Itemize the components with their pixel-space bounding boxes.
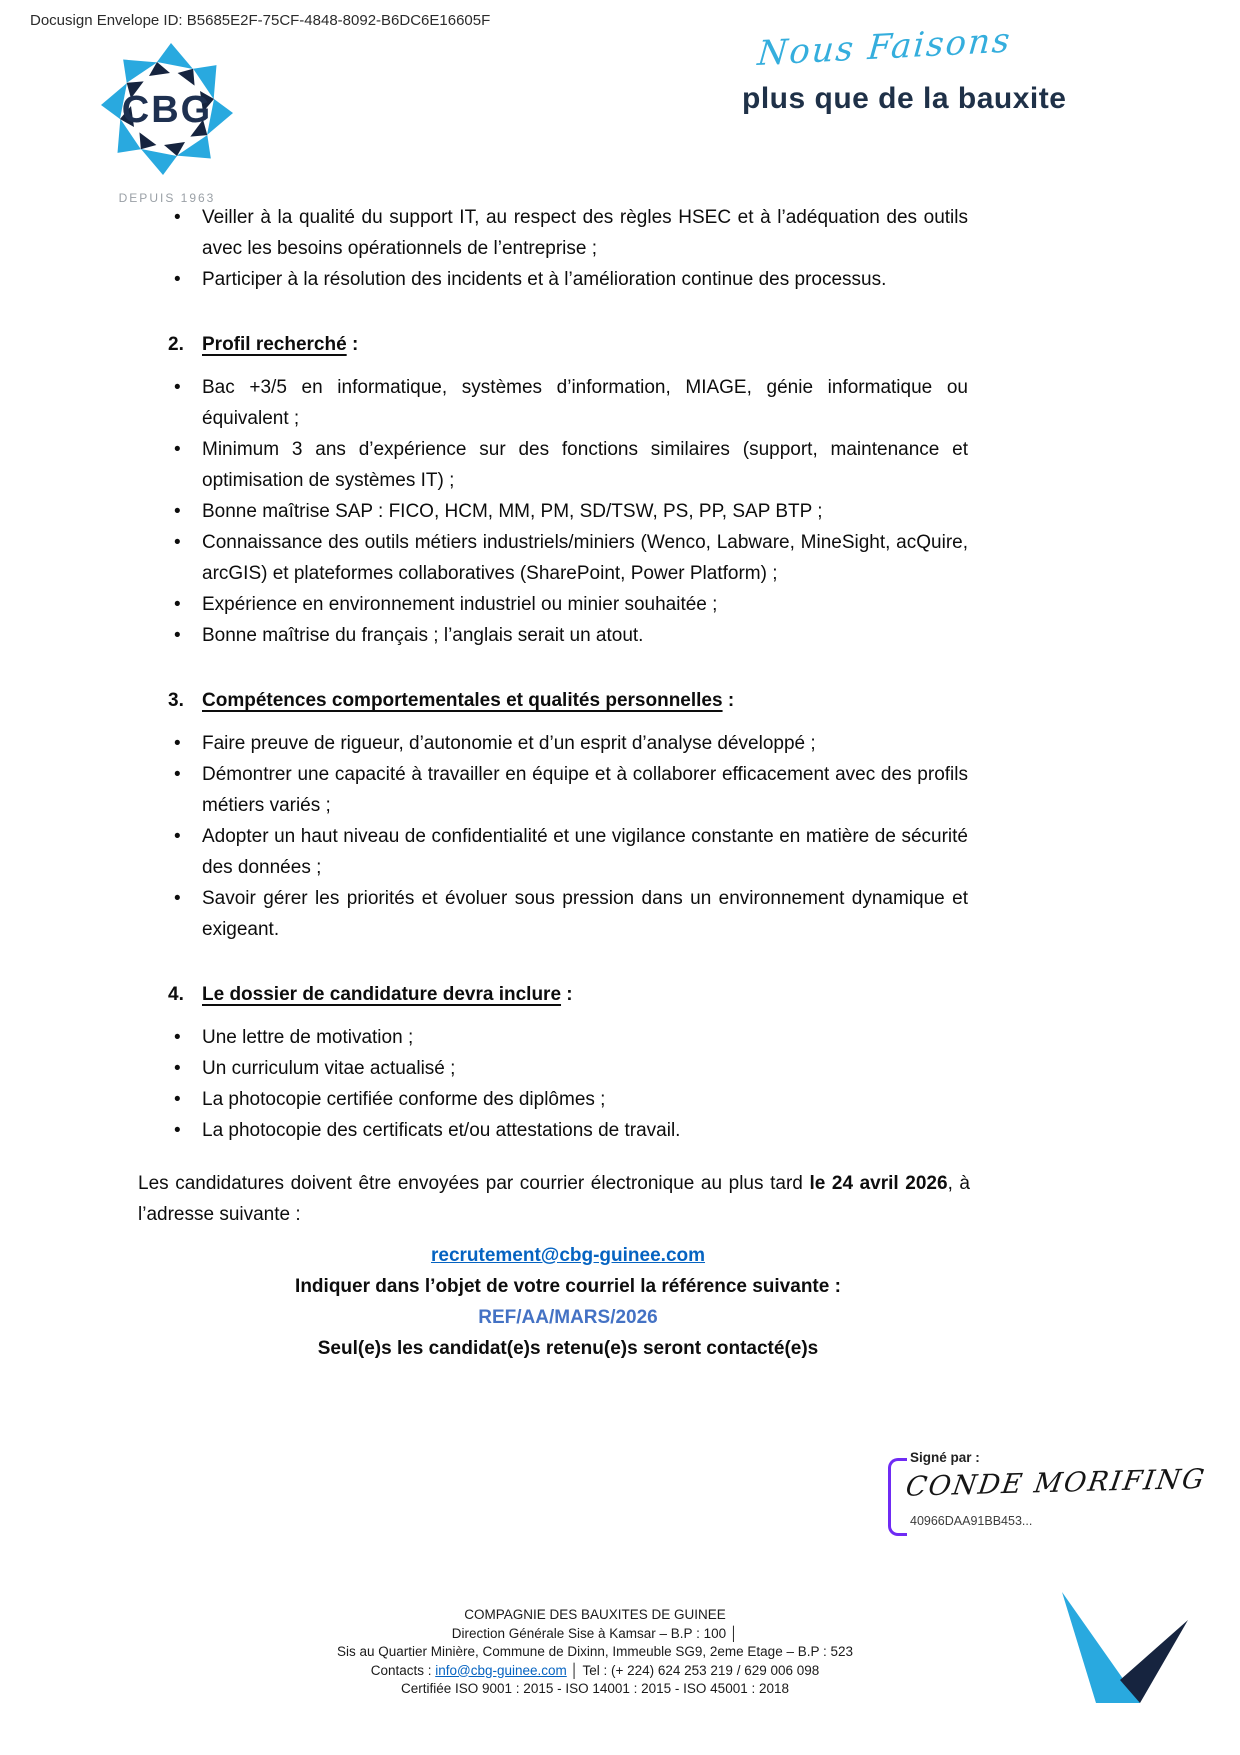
list-item: • Minimum 3 ans d’expérience sur des fonctions similaires (support, maintenance et optimisation de systèmes IT) ; xyxy=(168,434,968,496)
cbg-corner-mark-icon xyxy=(1058,1590,1193,1710)
footer-contacts-prefix: Contacts : xyxy=(370,1662,436,1678)
list-item: • Bac +3/5 en informatique, systèmes d’information, MIAGE, génie informatique ou équivalent ; xyxy=(168,372,968,434)
signature-id: 40966DAA91BB453... xyxy=(910,1514,1033,1528)
list-item: • Faire preuve de rigueur, d’autonomie et d’un esprit d’analyse développé ; xyxy=(168,728,968,759)
footer-contacts-line xyxy=(130,1662,1060,1681)
logo-since-label: DEPUIS 1963 xyxy=(118,191,216,205)
reference-instruction: Indiquer dans l’objet de votre courriel la référence suivante : xyxy=(295,1276,841,1297)
tagline-main-text: plus que de la bauxite xyxy=(742,82,1067,115)
info-email-link[interactable]: info@cbg-guinee.com xyxy=(435,1662,567,1678)
tagline-script-text: Nous Faisons xyxy=(756,20,1014,74)
docusign-envelope-id: Docusign Envelope ID: B5685E2F-75CF-4848-8092-B6DC6E16605F xyxy=(30,12,491,29)
list-item: • Un curriculum vitae actualisé ; xyxy=(168,1053,968,1084)
dossier-bullet-list xyxy=(168,1022,968,1146)
section-heading-competences xyxy=(168,685,968,716)
competences-bullet-list xyxy=(168,728,968,945)
list-item: • Expérience en environnement industriel ou minier souhaitée ; xyxy=(168,589,968,620)
section-title: Compétences comportementales et qualités personnelles xyxy=(202,690,723,711)
list-item: • Adopter un haut niveau de confidentialité et une vigilance constante en matière de sécurité des données ; xyxy=(168,821,968,883)
list-item: • Participer à la résolution des incidents et à l’amélioration continue des processus. xyxy=(168,264,968,295)
list-item: • Bonne maîtrise du français ; l’anglais serait un atout. xyxy=(168,620,968,651)
list-item: • Veiller à la qualité du support IT, au respect des règles HSEC et à l’adéquation des outils avec les besoins opérationnels de l’entreprise ; xyxy=(168,202,968,264)
list-item: • La photocopie certifiée conforme des diplômes ; xyxy=(168,1084,968,1115)
signed-by-label: Signé par : xyxy=(910,1450,980,1465)
section-colon: : xyxy=(346,334,359,355)
cbg-logo xyxy=(92,34,242,205)
footer-contacts-suffix: │ Tel : (+ 224) 624 253 219 / 629 006 098 xyxy=(566,1662,820,1678)
footer-address-line: Direction Générale Sise à Kamsar – B.P : 100 │ xyxy=(451,1625,739,1641)
list-item: • La photocopie des certificats et/ou attestations de travail. xyxy=(168,1115,968,1146)
section-number: 2. xyxy=(168,334,184,355)
closing-text: , à l’adresse suivante : xyxy=(138,1173,971,1225)
document-footer xyxy=(130,1606,1060,1699)
document-body xyxy=(138,202,971,1364)
closing-text: Les candidatures doivent être envoyées par courrier électronique au plus tard xyxy=(138,1173,810,1194)
section-heading-dossier xyxy=(168,979,968,1010)
profil-bullet-list xyxy=(168,372,968,651)
list-item: • Connaissance des outils métiers industriels/miniers (Wenco, Labware, MineSight, acQuire, arcGIS) et plateformes collaboratives (SharePoint, Power Platform) ; xyxy=(168,527,968,589)
signature-name: CONDE MORIFING xyxy=(903,1463,1209,1503)
section-colon: : xyxy=(561,984,573,1005)
footer-company-name: COMPAGNIE DES BAUXITES DE GUINEE xyxy=(464,1607,726,1622)
list-item: • Savoir gérer les priorités et évoluer sous pression dans un environnement dynamique et exigeant. xyxy=(168,883,968,945)
section-number: 3. xyxy=(168,690,184,711)
intro-bullet-list xyxy=(168,202,968,295)
section-number: 4. xyxy=(168,984,184,1005)
closing-paragraph xyxy=(138,1168,970,1230)
brand-tagline xyxy=(742,20,1102,116)
footer-address-line: Sis au Quartier Minière, Commune de Dixinn, Immeuble SG9, 2eme Etage – B.P : 523 xyxy=(337,1644,853,1659)
recruitment-email-link[interactable]: recrutement@cbg-guinee.com xyxy=(430,1245,706,1266)
section-heading-profil xyxy=(168,329,968,360)
application-instructions xyxy=(168,1240,968,1364)
cbg-logo-icon xyxy=(92,34,242,184)
list-item: • Une lettre de motivation ; xyxy=(168,1022,968,1053)
deadline-text: le 24 avril 2026 xyxy=(809,1173,948,1194)
footer-certification-line: Certifiée ISO 9001 : 2015 - ISO 14001 : 2015 - ISO 45001 : 2018 xyxy=(401,1681,789,1696)
cbg-logo-text: CBG xyxy=(121,89,213,131)
contact-note: Seul(e)s les candidat(e)s retenu(e)s seront contacté(e)s xyxy=(317,1338,819,1359)
reference-code: REF/AA/MARS/2026 xyxy=(478,1307,658,1328)
list-item: • Démontrer une capacité à travailler en équipe et à collaborer efficacement avec des profils métiers variés ; xyxy=(168,759,968,821)
section-colon: : xyxy=(722,690,735,711)
section-title: Le dossier de candidature devra inclure xyxy=(202,984,562,1005)
section-title: Profil recherché xyxy=(202,334,347,355)
list-item: • Bonne maîtrise SAP : FICO, HCM, MM, PM, SD/TSW, PS, PP, SAP BTP ; xyxy=(168,496,968,527)
